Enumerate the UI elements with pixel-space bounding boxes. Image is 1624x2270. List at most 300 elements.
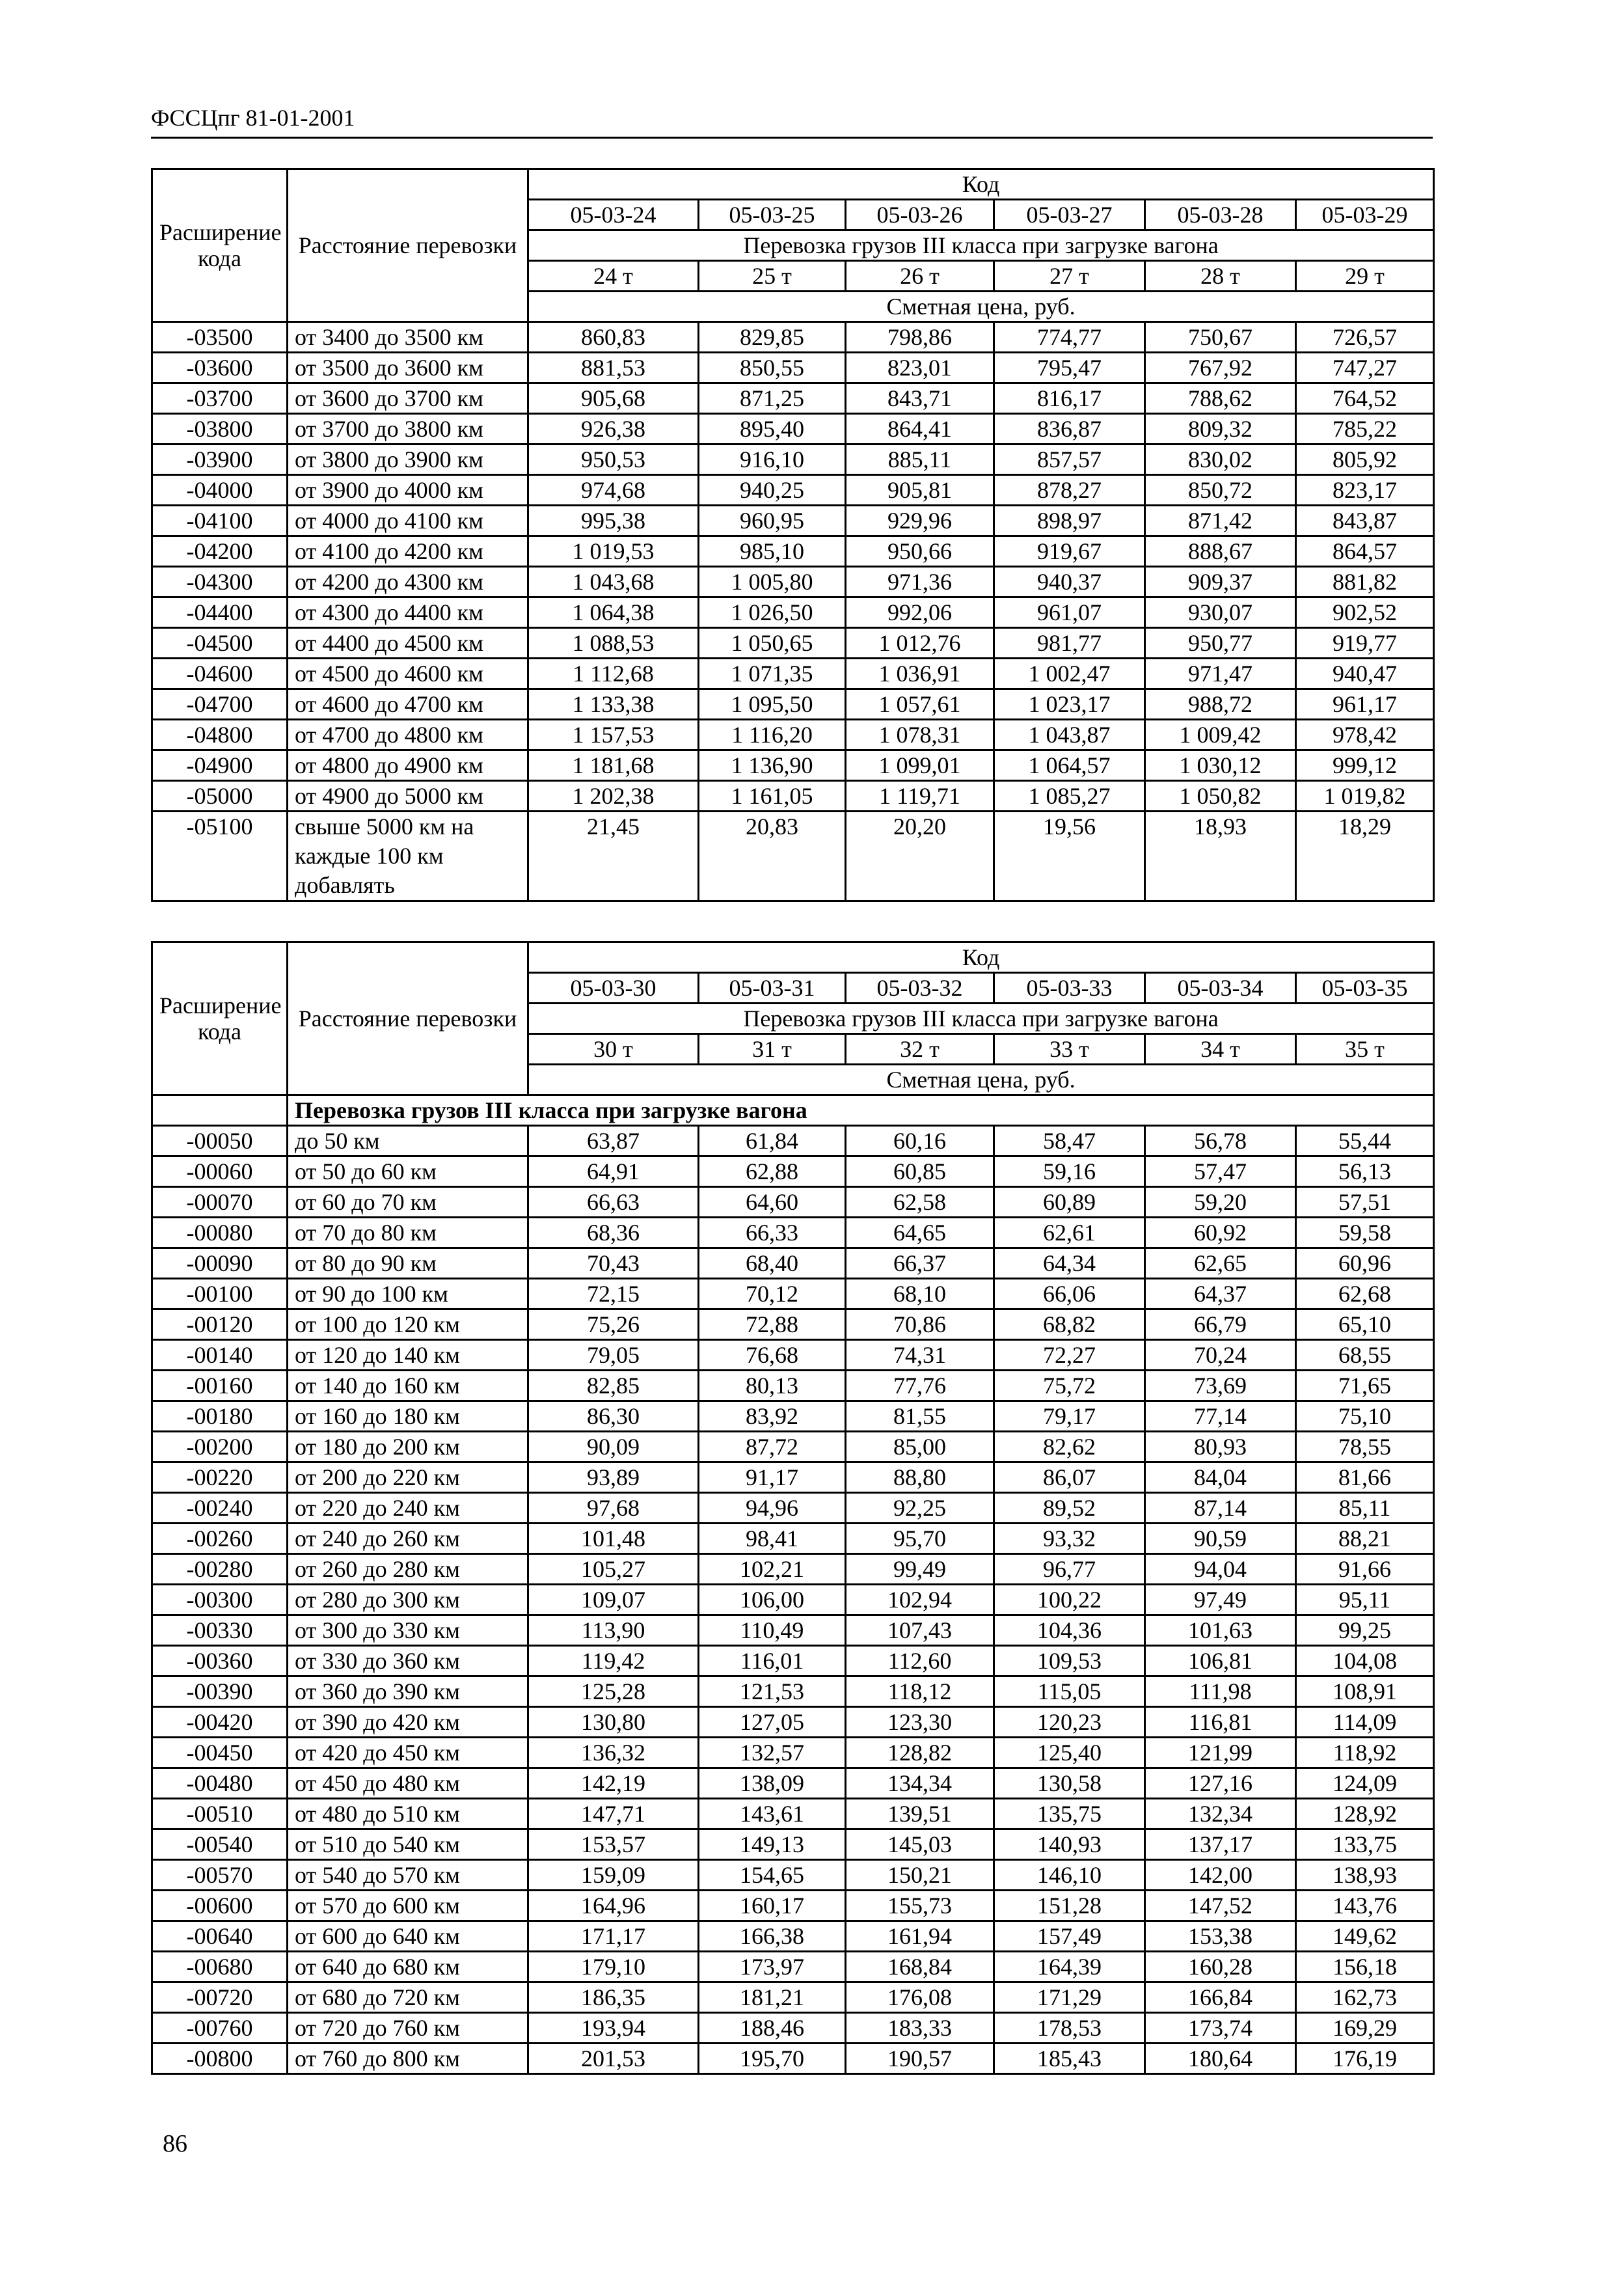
tonnage-cell: 27 т	[994, 261, 1145, 292]
tonnage-cell: 29 т	[1296, 261, 1434, 292]
price-cell: 88,21	[1296, 1524, 1434, 1554]
price-cell: 104,36	[994, 1615, 1145, 1646]
distance-cell: от 90 до 100 км	[288, 1279, 528, 1309]
distance-cell: от 720 до 760 км	[288, 2013, 528, 2044]
table-row	[152, 1646, 1434, 1676]
price-cell: 115,05	[994, 1676, 1145, 1707]
table-row	[152, 1218, 1434, 1248]
distance-cell: от 3600 до 3700 км	[288, 383, 528, 414]
price-cell: 68,55	[1296, 1340, 1434, 1371]
table-row	[152, 1799, 1434, 1829]
table-row	[152, 1493, 1434, 1524]
distance-cell: от 680 до 720 км	[288, 1982, 528, 2013]
price-cell: 110,49	[699, 1615, 846, 1646]
code-cell: 05-03-27	[994, 200, 1145, 230]
distance-cell: свыше 5000 км на каждые 100 км добавлять	[288, 812, 528, 901]
price-cell: 878,27	[994, 475, 1145, 506]
price-cell: 132,34	[1145, 1799, 1296, 1829]
price-cell: 1 157,53	[528, 720, 699, 750]
price-cell: 836,87	[994, 414, 1145, 444]
code-extension-cell: -00100	[152, 1279, 288, 1309]
code-extension-cell: -00800	[152, 2044, 288, 2074]
price-cell: 895,40	[699, 414, 846, 444]
tonnage-cell: 33 т	[994, 1034, 1145, 1065]
price-cell: 1 026,50	[699, 597, 846, 628]
price-cell: 153,57	[528, 1829, 699, 1860]
table-row	[152, 1432, 1434, 1462]
price-cell: 1 009,42	[1145, 720, 1296, 750]
table-row	[152, 1524, 1434, 1554]
price-cell: 109,53	[994, 1646, 1145, 1676]
code-extension-cell: -04300	[152, 567, 288, 597]
price-table-1	[151, 168, 1435, 902]
price-cell: 926,38	[528, 414, 699, 444]
price-cell: 143,61	[699, 1799, 846, 1829]
tonnage-cell: 35 т	[1296, 1034, 1434, 1065]
price-cell: 90,09	[528, 1432, 699, 1462]
price-cell: 999,12	[1296, 750, 1434, 781]
table-row	[152, 689, 1434, 720]
price-cell: 747,27	[1296, 353, 1434, 383]
price-cell: 173,74	[1145, 2013, 1296, 2044]
code-extension-cell: -03600	[152, 353, 288, 383]
code-cell: 05-03-33	[994, 973, 1145, 1004]
cargo-subheader: Перевозка грузов III класса при загрузке вагона	[528, 1004, 1434, 1034]
price-cell: 91,17	[699, 1462, 846, 1493]
price-cell: 85,00	[846, 1432, 994, 1462]
price-cell: 190,57	[846, 2044, 994, 2074]
table-row	[152, 1554, 1434, 1585]
table-row	[152, 1860, 1434, 1891]
table-row	[152, 506, 1434, 536]
price-header: Сметная цена, руб.	[528, 292, 1434, 322]
distance-cell: от 3400 до 3500 км	[288, 322, 528, 353]
price-cell: 64,37	[1145, 1279, 1296, 1309]
price-cell: 1 161,05	[699, 781, 846, 812]
code-extension-cell: -00060	[152, 1156, 288, 1187]
price-cell: 75,72	[994, 1371, 1145, 1401]
code-cell: 05-03-35	[1296, 973, 1434, 1004]
distance-cell: от 220 до 240 км	[288, 1493, 528, 1524]
code-extension-cell: -04500	[152, 628, 288, 659]
price-cell: 1 071,35	[699, 659, 846, 689]
price-cell: 68,36	[528, 1218, 699, 1248]
price-cell: 726,57	[1296, 322, 1434, 353]
price-cell: 871,25	[699, 383, 846, 414]
price-cell: 101,63	[1145, 1615, 1296, 1646]
price-cell: 66,79	[1145, 1309, 1296, 1340]
table-row	[152, 1585, 1434, 1615]
price-cell: 905,81	[846, 475, 994, 506]
table-row	[152, 536, 1434, 567]
price-cell: 68,40	[699, 1248, 846, 1279]
price-cell: 138,93	[1296, 1860, 1434, 1891]
price-cell: 100,22	[994, 1585, 1145, 1615]
price-cell: 62,65	[1145, 1248, 1296, 1279]
price-cell: 72,15	[528, 1279, 699, 1309]
price-cell: 940,37	[994, 567, 1145, 597]
price-cell: 18,29	[1296, 812, 1434, 901]
code-extension-cell: -00220	[152, 1462, 288, 1493]
price-cell: 860,83	[528, 322, 699, 353]
price-cell: 124,09	[1296, 1768, 1434, 1799]
distance-cell: от 760 до 800 км	[288, 2044, 528, 2074]
price-cell: 105,27	[528, 1554, 699, 1585]
table-row	[152, 1340, 1434, 1371]
code-extension-cell: -00300	[152, 1585, 288, 1615]
price-cell: 166,84	[1145, 1982, 1296, 2013]
price-cell: 64,65	[846, 1218, 994, 1248]
code-extension-cell: -04600	[152, 659, 288, 689]
table-row	[152, 628, 1434, 659]
price-cell: 94,96	[699, 1493, 846, 1524]
price-cell: 116,81	[1145, 1707, 1296, 1738]
price-cell: 64,91	[528, 1156, 699, 1187]
price-cell: 1 202,38	[528, 781, 699, 812]
tonnage-cell: 31 т	[699, 1034, 846, 1065]
price-cell: 19,56	[994, 812, 1145, 901]
price-cell: 98,41	[699, 1524, 846, 1554]
price-cell: 961,07	[994, 597, 1145, 628]
price-cell: 857,57	[994, 444, 1145, 475]
price-cell: 162,73	[1296, 1982, 1434, 2013]
table-row	[152, 1156, 1434, 1187]
page-number: 86	[163, 2130, 187, 2157]
price-cell: 116,01	[699, 1646, 846, 1676]
price-cell: 176,08	[846, 1982, 994, 2013]
price-cell: 125,28	[528, 1676, 699, 1707]
price-cell: 155,73	[846, 1891, 994, 1921]
distance-cell: от 480 до 510 км	[288, 1799, 528, 1829]
distance-cell: от 60 до 70 км	[288, 1187, 528, 1218]
price-cell: 57,47	[1145, 1156, 1296, 1187]
price-cell: 80,13	[699, 1371, 846, 1401]
price-cell: 81,66	[1296, 1462, 1434, 1493]
price-cell: 107,43	[846, 1615, 994, 1646]
distance-cell: от 330 до 360 км	[288, 1646, 528, 1676]
table-row	[152, 414, 1434, 444]
price-cell: 850,72	[1145, 475, 1296, 506]
table-row	[152, 1462, 1434, 1493]
price-cell: 149,62	[1296, 1921, 1434, 1952]
price-cell: 64,34	[994, 1248, 1145, 1279]
price-cell: 850,55	[699, 353, 846, 383]
code-extension-cell: -00570	[152, 1860, 288, 1891]
header-rule	[151, 137, 1433, 139]
table-row	[152, 1248, 1434, 1279]
price-cell: 909,37	[1145, 567, 1296, 597]
price-cell: 950,53	[528, 444, 699, 475]
table-row	[152, 322, 1434, 353]
tonnage-cell: 30 т	[528, 1034, 699, 1065]
code-header: Код	[528, 942, 1434, 973]
price-cell: 62,58	[846, 1187, 994, 1218]
code-extension-cell: -00080	[152, 1218, 288, 1248]
price-cell: 136,32	[528, 1738, 699, 1768]
price-cell: 1 116,20	[699, 720, 846, 750]
price-cell: 147,71	[528, 1799, 699, 1829]
distance-cell: от 4700 до 4800 км	[288, 720, 528, 750]
price-cell: 79,17	[994, 1401, 1145, 1432]
price-cell: 950,66	[846, 536, 994, 567]
price-cell: 171,29	[994, 1982, 1145, 2013]
price-cell: 102,21	[699, 1554, 846, 1585]
code-extension-cell: -03700	[152, 383, 288, 414]
table-row	[152, 2044, 1434, 2074]
price-cell: 864,41	[846, 414, 994, 444]
table-row	[152, 2013, 1434, 2044]
price-cell: 168,84	[846, 1952, 994, 1982]
code-extension-cell: -00640	[152, 1921, 288, 1952]
price-cell: 978,42	[1296, 720, 1434, 750]
price-cell: 809,32	[1145, 414, 1296, 444]
price-cell: 164,96	[528, 1891, 699, 1921]
table-row	[152, 1891, 1434, 1921]
code-extension-cell: -00260	[152, 1524, 288, 1554]
price-cell: 201,53	[528, 2044, 699, 2074]
price-cell: 919,67	[994, 536, 1145, 567]
price-cell: 95,11	[1296, 1585, 1434, 1615]
price-cell: 971,47	[1145, 659, 1296, 689]
price-cell: 988,72	[1145, 689, 1296, 720]
table-row	[152, 1738, 1434, 1768]
price-cell: 109,07	[528, 1585, 699, 1615]
section-empty-cell	[152, 1095, 288, 1126]
price-cell: 130,58	[994, 1768, 1145, 1799]
price-cell: 992,06	[846, 597, 994, 628]
table-row	[152, 1279, 1434, 1309]
code-header: Код	[528, 169, 1434, 200]
distance-cell: от 360 до 390 км	[288, 1676, 528, 1707]
cargo-subheader: Перевозка грузов III класса при загрузке вагона	[528, 230, 1434, 261]
price-cell: 106,81	[1145, 1646, 1296, 1676]
price-cell: 902,52	[1296, 597, 1434, 628]
price-cell: 84,04	[1145, 1462, 1296, 1493]
price-cell: 59,16	[994, 1156, 1145, 1187]
table-row	[152, 750, 1434, 781]
price-cell: 764,52	[1296, 383, 1434, 414]
price-cell: 1 136,90	[699, 750, 846, 781]
price-cell: 995,38	[528, 506, 699, 536]
price-cell: 56,13	[1296, 1156, 1434, 1187]
table-row	[152, 383, 1434, 414]
table-row	[152, 1768, 1434, 1799]
code-extension-cell: -03500	[152, 322, 288, 353]
price-cell: 87,14	[1145, 1493, 1296, 1524]
distance-cell: от 3900 до 4000 км	[288, 475, 528, 506]
price-cell: 159,09	[528, 1860, 699, 1891]
price-cell: 147,52	[1145, 1891, 1296, 1921]
distance-cell: от 4800 до 4900 км	[288, 750, 528, 781]
table-row	[152, 444, 1434, 475]
code-extension-cell: -00160	[152, 1371, 288, 1401]
distance-cell: от 4900 до 5000 км	[288, 781, 528, 812]
price-cell: 981,77	[994, 628, 1145, 659]
price-cell: 150,21	[846, 1860, 994, 1891]
price-cell: 1 023,17	[994, 689, 1145, 720]
table-row	[152, 1187, 1434, 1218]
tonnage-cell: 25 т	[699, 261, 846, 292]
table-row	[152, 1982, 1434, 2013]
price-cell: 66,37	[846, 1248, 994, 1279]
price-cell: 59,20	[1145, 1187, 1296, 1218]
distance-cell: от 160 до 180 км	[288, 1401, 528, 1432]
price-cell: 56,78	[1145, 1126, 1296, 1156]
price-cell: 774,77	[994, 322, 1145, 353]
distance-cell: от 300 до 330 км	[288, 1615, 528, 1646]
price-cell: 95,70	[846, 1524, 994, 1554]
code-cell: 05-03-24	[528, 200, 699, 230]
code-extension-cell: -00540	[152, 1829, 288, 1860]
distance-cell: от 140 до 160 км	[288, 1371, 528, 1401]
price-cell: 830,02	[1145, 444, 1296, 475]
price-cell: 60,92	[1145, 1218, 1296, 1248]
code-extension-cell: -00090	[152, 1248, 288, 1279]
price-cell: 104,08	[1296, 1646, 1434, 1676]
code-extension-cell: -05100	[152, 812, 288, 901]
code-extension-cell: -00720	[152, 1982, 288, 2013]
code-extension-cell: -03900	[152, 444, 288, 475]
price-cell: 99,49	[846, 1554, 994, 1585]
price-cell: 164,39	[994, 1952, 1145, 1982]
table-row	[152, 1126, 1434, 1156]
distance-cell: от 4000 до 4100 км	[288, 506, 528, 536]
price-cell: 93,89	[528, 1462, 699, 1493]
price-cell: 143,76	[1296, 1891, 1434, 1921]
distance-cell: от 50 до 60 км	[288, 1156, 528, 1187]
price-cell: 70,43	[528, 1248, 699, 1279]
price-cell: 58,47	[994, 1126, 1145, 1156]
price-cell: 169,29	[1296, 2013, 1434, 2044]
price-cell: 60,85	[846, 1156, 994, 1187]
distance-cell: от 510 до 540 км	[288, 1829, 528, 1860]
price-cell: 829,85	[699, 322, 846, 353]
price-cell: 1 002,47	[994, 659, 1145, 689]
price-cell: 92,25	[846, 1493, 994, 1524]
code-extension-cell: -00330	[152, 1615, 288, 1646]
price-cell: 59,58	[1296, 1218, 1434, 1248]
price-cell: 154,65	[699, 1860, 846, 1891]
distance-cell: от 4500 до 4600 км	[288, 659, 528, 689]
price-cell: 864,57	[1296, 536, 1434, 567]
price-cell: 57,51	[1296, 1187, 1434, 1218]
code-cell: 05-03-25	[699, 200, 846, 230]
price-cell: 816,17	[994, 383, 1145, 414]
price-cell: 146,10	[994, 1860, 1145, 1891]
code-cell: 05-03-29	[1296, 200, 1434, 230]
distance-cell: от 450 до 480 км	[288, 1768, 528, 1799]
price-cell: 127,16	[1145, 1768, 1296, 1799]
price-cell: 93,32	[994, 1524, 1145, 1554]
price-cell: 64,60	[699, 1187, 846, 1218]
code-cell: 05-03-26	[846, 200, 994, 230]
price-cell: 133,75	[1296, 1829, 1434, 1860]
table-row	[152, 659, 1434, 689]
distance-cell: от 540 до 570 км	[288, 1860, 528, 1891]
price-cell: 20,20	[846, 812, 994, 901]
code-extension-cell: -00120	[152, 1309, 288, 1340]
table-row	[152, 1615, 1434, 1646]
price-cell: 114,09	[1296, 1707, 1434, 1738]
price-cell: 134,34	[846, 1768, 994, 1799]
price-cell: 1 133,38	[528, 689, 699, 720]
price-cell: 171,17	[528, 1921, 699, 1952]
price-cell: 160,28	[1145, 1952, 1296, 1982]
tonnage-cell: 26 т	[846, 261, 994, 292]
code-extension-cell: -05000	[152, 781, 288, 812]
price-cell: 118,12	[846, 1676, 994, 1707]
price-cell: 843,87	[1296, 506, 1434, 536]
price-cell: 119,42	[528, 1646, 699, 1676]
code-cell: 05-03-34	[1145, 973, 1296, 1004]
price-cell: 929,96	[846, 506, 994, 536]
price-cell: 76,68	[699, 1340, 846, 1371]
table-row	[152, 1952, 1434, 1982]
tonnage-cell: 34 т	[1145, 1034, 1296, 1065]
price-cell: 1 019,53	[528, 536, 699, 567]
distance-cell: от 420 до 450 км	[288, 1738, 528, 1768]
price-cell: 132,57	[699, 1738, 846, 1768]
code-extension-cell: -00360	[152, 1646, 288, 1676]
code-extension-cell: -00760	[152, 2013, 288, 2044]
price-cell: 161,94	[846, 1921, 994, 1952]
price-cell: 94,04	[1145, 1554, 1296, 1585]
price-cell: 112,60	[846, 1646, 994, 1676]
price-cell: 65,10	[1296, 1309, 1434, 1340]
price-cell: 118,92	[1296, 1738, 1434, 1768]
price-cell: 79,05	[528, 1340, 699, 1371]
price-cell: 166,38	[699, 1921, 846, 1952]
price-cell: 77,14	[1145, 1401, 1296, 1432]
price-cell: 160,17	[699, 1891, 846, 1921]
code-cell: 05-03-28	[1145, 200, 1296, 230]
distance-cell: от 3500 до 3600 км	[288, 353, 528, 383]
code-extension-cell: -00680	[152, 1952, 288, 1982]
code-extension-cell: -04800	[152, 720, 288, 750]
price-cell: 916,10	[699, 444, 846, 475]
price-cell: 1 112,68	[528, 659, 699, 689]
price-cell: 823,17	[1296, 475, 1434, 506]
price-cell: 74,31	[846, 1340, 994, 1371]
distance-cell: от 4400 до 4500 км	[288, 628, 528, 659]
table-row	[152, 567, 1434, 597]
price-cell: 101,48	[528, 1524, 699, 1554]
distance-cell: от 640 до 680 км	[288, 1952, 528, 1982]
price-cell: 75,10	[1296, 1401, 1434, 1432]
distance-cell: от 260 до 280 км	[288, 1554, 528, 1585]
price-cell: 1 095,50	[699, 689, 846, 720]
price-cell: 940,25	[699, 475, 846, 506]
code-extension-cell: -04900	[152, 750, 288, 781]
price-cell: 188,46	[699, 2013, 846, 2044]
price-cell: 85,11	[1296, 1493, 1434, 1524]
table-row	[152, 1829, 1434, 1860]
price-cell: 90,59	[1145, 1524, 1296, 1554]
price-cell: 20,83	[699, 812, 846, 901]
distance-cell: от 120 до 140 км	[288, 1340, 528, 1371]
price-cell: 82,85	[528, 1371, 699, 1401]
table-row	[152, 1676, 1434, 1707]
code-extension-cell: -00450	[152, 1738, 288, 1768]
table-row	[152, 781, 1434, 812]
distance-cell: от 4100 до 4200 км	[288, 536, 528, 567]
table-row	[152, 1371, 1434, 1401]
price-cell: 919,77	[1296, 628, 1434, 659]
price-cell: 80,93	[1145, 1432, 1296, 1462]
price-cell: 823,01	[846, 353, 994, 383]
price-cell: 767,92	[1145, 353, 1296, 383]
price-cell: 788,62	[1145, 383, 1296, 414]
